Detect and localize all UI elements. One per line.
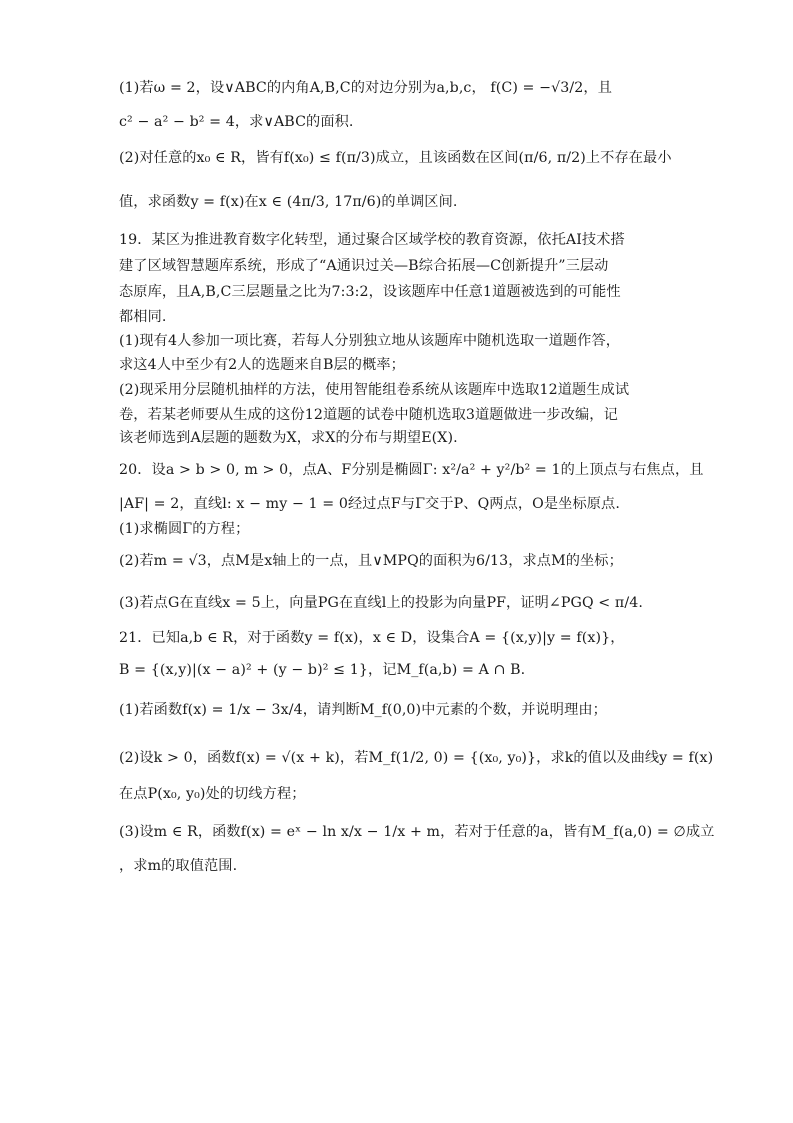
problem-19-part-2-line-1: (2)现采用分层随机抽样的方法，使用智能组卷系统从该题库中选取12道题生成试 [119, 382, 630, 398]
problem-19-part-2-line-2: 卷，若某老师要从生成的这份12道题的试卷中随机选取3道题做进一步改编，记 [119, 407, 618, 423]
problem-19-line-1: 19．某区为推进教育数字化转型，通过聚合区域学校的教育资源，依托AI技术搭 [119, 232, 625, 248]
problem-20-line-2: |AF| = 2，直线l: x − my − 1 = 0经过点F与Γ交于P、Q两点，O是坐标原点. [119, 496, 620, 512]
problem-21-part-2-line-2: 在点P(x₀, y₀)处的切线方程； [119, 786, 306, 802]
problem-20-part-3: (3)若点G在直线x = 5上，向量PG在直线l上的投影为向量PF，证明∠PGQ < π/4. [119, 595, 643, 611]
problem-20-part-1: (1)求椭圆Γ的方程； [119, 521, 250, 537]
problem-20-part-2: (2)若m = √3，点M是x轴上的一点，且∨MPQ的面积为6/13，求点M的坐标； [119, 553, 623, 569]
problem-19-line-4: 都相同. [119, 309, 167, 325]
problem-19-part-1-line-2: 求这4人中至少有2人的选题来自B层的概率； [119, 357, 405, 373]
problem-19-line-3: 态原库，且A,B,C三层题量之比为7:3:2，设该题库中任意1道题被选到的可能性 [119, 284, 621, 300]
problem-19-part-1-line-1: (1)现有4人参加一项比赛，若每人分别独立地从该题库中随机选取一道题作答， [119, 333, 621, 349]
problem-18-part-2-line-2: 值，求函数y = f(x)在x ∈ (4π/3, 17π/6)的单调区间. [119, 194, 458, 210]
problem-18-part-1-line-2: c² − a² − b² = 4，求∨ABC的面积. [119, 114, 354, 130]
problem-21-part-1: (1)若函数f(x) = 1/x − 3x/4，请判断M_f(0,0)中元素的个数，并说明理由； [119, 702, 607, 718]
problem-20-line-1: 20．设a > b > 0, m > 0，点A、F分别是椭圆Γ: x²/a² + y²/b² = 1的上顶点与右焦点，且 [119, 462, 704, 478]
problem-21-line-2: B = {(x,y)|(x − a)² + (y − b)² ≤ 1}，记M_f(a,b) = A ∩ B. [119, 662, 526, 678]
problem-18-part-1-line-1: (1)若ω = 2，设∨ABC的内角A,B,C的对边分别为a,b,c， f(C) = −√3/2，且 [119, 80, 612, 96]
problem-21-part-2-line-1: (2)设k > 0，函数f(x) = √(x + k)，若M_f(1/2, 0) = {(x₀, y₀)}，求k的值以及曲线y = f(x) [119, 750, 714, 766]
problem-21-line-1: 21．已知a,b ∈ R，对于函数y = f(x)，x ∈ D，设集合A = {(x,y)|y = f(x)}， [119, 630, 625, 646]
problem-21-part-3-line-1: (3)设m ∈ R，函数f(x) = eˣ − ln x/x − 1/x + m，若对于任意的a，皆有M_f(a,0) = ∅成立 [119, 824, 715, 840]
problem-19-part-2-line-3: 该老师选到A层题的题数为X，求X的分布与期望E(X). [119, 430, 458, 446]
problem-19-line-2: 建了区域智慧题库系统，形成了“A通识过关—B综合拓展—C创新提升”三层动 [119, 258, 609, 274]
problem-18-part-2-line-1: (2)对任意的x₀ ∈ R，皆有f(x₀) ≤ f(π/3)成立，且该函数在区间(π/6, π/2)上不存在最小 [119, 150, 672, 166]
problem-21-part-3-line-2: ，求m的取值范围. [119, 858, 238, 874]
